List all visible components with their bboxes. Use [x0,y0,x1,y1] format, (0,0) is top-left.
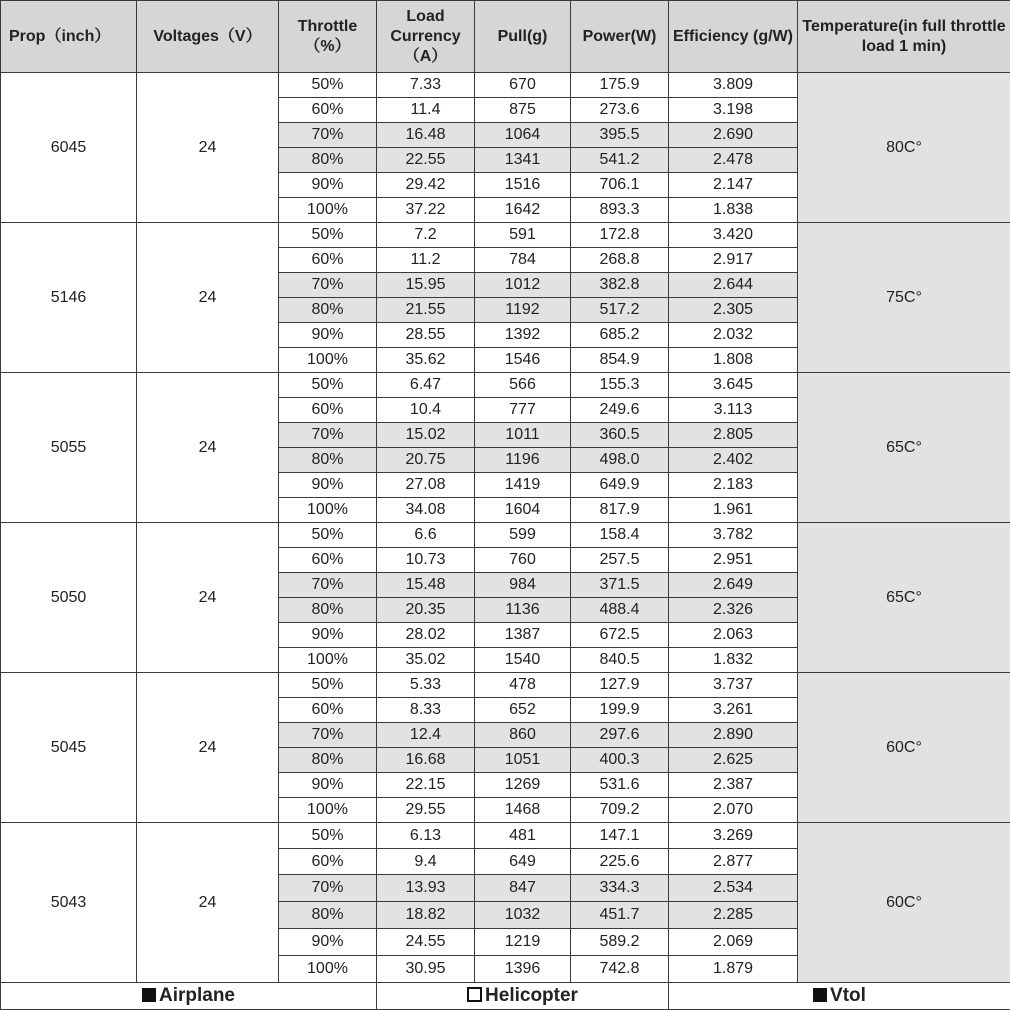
temperature-cell: 75C° [798,223,1010,373]
pull-cell: 1011 [475,423,571,448]
current-cell: 6.47 [377,373,475,398]
throttle-cell: 100% [279,198,377,223]
throttle-cell: 50% [279,373,377,398]
header-efficiency: Efficiency (g/W) [669,1,798,73]
pull-cell: 1546 [475,348,571,373]
pull-cell: 478 [475,673,571,698]
current-cell: 24.55 [377,929,475,956]
current-cell: 28.55 [377,323,475,348]
power-cell: 249.6 [571,398,669,423]
efficiency-cell: 3.113 [669,398,798,423]
pull-cell: 777 [475,398,571,423]
current-cell: 10.4 [377,398,475,423]
power-cell: 742.8 [571,956,669,983]
throttle-cell: 50% [279,73,377,98]
voltage-cell: 24 [137,373,279,523]
power-cell: 334.3 [571,875,669,902]
footer-helicopter-cell [377,983,669,1010]
pull-cell: 1196 [475,448,571,473]
efficiency-cell: 2.877 [669,849,798,875]
power-cell: 498.0 [571,448,669,473]
power-cell: 706.1 [571,173,669,198]
power-cell: 199.9 [571,698,669,723]
footer-vtol-cell [669,983,1010,1010]
power-cell: 382.8 [571,273,669,298]
current-cell: 15.02 [377,423,475,448]
power-cell: 395.5 [571,123,669,148]
power-cell: 854.9 [571,348,669,373]
current-cell: 20.35 [377,598,475,623]
power-cell: 257.5 [571,548,669,573]
power-cell: 268.8 [571,248,669,273]
throttle-cell: 60% [279,98,377,123]
efficiency-cell: 2.387 [669,773,798,798]
footer-airplane-label: Airplane [158,985,236,1006]
efficiency-cell: 2.625 [669,748,798,773]
power-cell: 649.9 [571,473,669,498]
header-power: Power(W) [571,1,669,73]
efficiency-cell: 3.269 [669,823,798,849]
pull-cell: 1032 [475,902,571,929]
pull-cell: 1396 [475,956,571,983]
throttle-cell: 80% [279,148,377,173]
pull-cell: 984 [475,573,571,598]
pull-cell: 784 [475,248,571,273]
pull-cell: 1540 [475,648,571,673]
table-row [1,823,1010,849]
current-cell: 16.48 [377,123,475,148]
temperature-cell: 60C° [798,823,1010,983]
header-prop: Prop（inch） [1,1,137,73]
temperature-cell: 65C° [798,523,1010,673]
current-cell: 35.62 [377,348,475,373]
footer-row [1,983,1010,1010]
throttle-cell: 100% [279,348,377,373]
efficiency-cell: 2.644 [669,273,798,298]
current-cell: 22.55 [377,148,475,173]
current-cell: 20.75 [377,448,475,473]
power-cell: 273.6 [571,98,669,123]
efficiency-cell: 3.261 [669,698,798,723]
current-cell: 15.48 [377,573,475,598]
power-cell: 672.5 [571,623,669,648]
throttle-cell: 70% [279,123,377,148]
pull-cell: 649 [475,849,571,875]
checkbox-checked-icon [813,988,827,1002]
prop-cell: 5045 [1,673,137,823]
efficiency-cell: 1.879 [669,956,798,983]
pull-cell: 1051 [475,748,571,773]
current-cell: 11.2 [377,248,475,273]
header-temperature: Temperature(in full throttle load 1 min) [798,1,1010,73]
efficiency-cell: 2.402 [669,448,798,473]
pull-cell: 1192 [475,298,571,323]
pull-cell: 875 [475,98,571,123]
throttle-cell: 90% [279,473,377,498]
current-cell: 5.33 [377,673,475,698]
pull-cell: 1269 [475,773,571,798]
pull-cell: 1392 [475,323,571,348]
prop-cell: 6045 [1,73,137,223]
power-cell: 175.9 [571,73,669,98]
power-cell: 451.7 [571,902,669,929]
efficiency-cell: 2.649 [669,573,798,598]
table-body [1,73,1010,983]
pull-cell: 1419 [475,473,571,498]
table-row [1,223,1010,248]
efficiency-cell: 1.961 [669,498,798,523]
power-cell: 589.2 [571,929,669,956]
efficiency-cell: 2.690 [669,123,798,148]
table-row [1,73,1010,98]
pull-cell: 1341 [475,148,571,173]
efficiency-cell: 2.069 [669,929,798,956]
voltage-cell: 24 [137,223,279,373]
voltage-cell: 24 [137,673,279,823]
pull-cell: 1012 [475,273,571,298]
table-row [1,373,1010,398]
prop-cell: 5146 [1,223,137,373]
efficiency-cell: 2.305 [669,298,798,323]
current-cell: 29.55 [377,798,475,823]
current-cell: 15.95 [377,273,475,298]
efficiency-cell: 3.645 [669,373,798,398]
current-cell: 12.4 [377,723,475,748]
power-cell: 840.5 [571,648,669,673]
power-cell: 172.8 [571,223,669,248]
throttle-cell: 60% [279,698,377,723]
header-row [1,1,1010,73]
current-cell: 9.4 [377,849,475,875]
throttle-cell: 100% [279,498,377,523]
throttle-cell: 50% [279,673,377,698]
power-cell: 155.3 [571,373,669,398]
efficiency-cell: 3.420 [669,223,798,248]
power-cell: 297.6 [571,723,669,748]
checkbox-empty-icon [467,987,482,1002]
efficiency-cell: 2.805 [669,423,798,448]
footer-vtol-label: Vtol [830,985,866,1006]
current-cell: 16.68 [377,748,475,773]
power-cell: 400.3 [571,748,669,773]
prop-cell: 5043 [1,823,137,983]
throttle-cell: 90% [279,323,377,348]
current-cell: 10.73 [377,548,475,573]
prop-cell: 5055 [1,373,137,523]
pull-cell: 670 [475,73,571,98]
header-voltage: Voltages（V） [137,1,279,73]
table-row [1,523,1010,548]
throttle-cell: 60% [279,398,377,423]
power-cell: 541.2 [571,148,669,173]
throttle-cell: 70% [279,875,377,902]
efficiency-cell: 2.147 [669,173,798,198]
throttle-cell: 70% [279,723,377,748]
voltage-cell: 24 [137,823,279,983]
pull-cell: 1387 [475,623,571,648]
current-cell: 8.33 [377,698,475,723]
efficiency-cell: 1.832 [669,648,798,673]
current-cell: 6.6 [377,523,475,548]
pull-cell: 1136 [475,598,571,623]
pull-cell: 652 [475,698,571,723]
voltage-cell: 24 [137,73,279,223]
efficiency-cell: 2.032 [669,323,798,348]
throttle-cell: 100% [279,648,377,673]
pull-cell: 481 [475,823,571,849]
current-cell: 7.2 [377,223,475,248]
current-cell: 27.08 [377,473,475,498]
efficiency-cell: 2.951 [669,548,798,573]
throttle-cell: 80% [279,298,377,323]
pull-cell: 1219 [475,929,571,956]
efficiency-cell: 1.838 [669,198,798,223]
power-cell: 517.2 [571,298,669,323]
efficiency-cell: 2.183 [669,473,798,498]
throttle-cell: 100% [279,956,377,983]
efficiency-cell: 2.063 [669,623,798,648]
current-cell: 7.33 [377,73,475,98]
throttle-cell: 60% [279,849,377,875]
prop-cell: 5050 [1,523,137,673]
power-cell: 158.4 [571,523,669,548]
table-row [1,673,1010,698]
pull-cell: 1468 [475,798,571,823]
throttle-cell: 90% [279,773,377,798]
pull-cell: 847 [475,875,571,902]
throttle-cell: 60% [279,248,377,273]
efficiency-cell: 3.198 [669,98,798,123]
throttle-cell: 90% [279,929,377,956]
pull-cell: 1642 [475,198,571,223]
efficiency-cell: 3.737 [669,673,798,698]
current-cell: 35.02 [377,648,475,673]
header-current: Load Currency（A） [377,1,475,73]
power-cell: 709.2 [571,798,669,823]
pull-cell: 1064 [475,123,571,148]
efficiency-cell: 2.890 [669,723,798,748]
header-throttle: Throttle（%） [279,1,377,73]
pull-cell: 591 [475,223,571,248]
current-cell: 21.55 [377,298,475,323]
power-cell: 488.4 [571,598,669,623]
pull-cell: 760 [475,548,571,573]
throttle-cell: 70% [279,423,377,448]
efficiency-cell: 2.326 [669,598,798,623]
throttle-cell: 80% [279,448,377,473]
power-cell: 893.3 [571,198,669,223]
throttle-cell: 90% [279,623,377,648]
power-cell: 685.2 [571,323,669,348]
power-cell: 127.9 [571,673,669,698]
header-pull: Pull(g) [475,1,571,73]
efficiency-cell: 3.782 [669,523,798,548]
footer-helicopter-label: Helicopter [485,985,578,1006]
pull-cell: 1516 [475,173,571,198]
power-cell: 360.5 [571,423,669,448]
current-cell: 34.08 [377,498,475,523]
current-cell: 29.42 [377,173,475,198]
throttle-cell: 50% [279,223,377,248]
throttle-cell: 90% [279,173,377,198]
efficiency-cell: 2.534 [669,875,798,902]
voltage-cell: 24 [137,523,279,673]
power-cell: 531.6 [571,773,669,798]
efficiency-cell: 2.478 [669,148,798,173]
throttle-cell: 60% [279,548,377,573]
throttle-cell: 100% [279,798,377,823]
current-cell: 18.82 [377,902,475,929]
temperature-cell: 60C° [798,673,1010,823]
pull-cell: 1604 [475,498,571,523]
current-cell: 6.13 [377,823,475,849]
pull-cell: 599 [475,523,571,548]
temperature-cell: 65C° [798,373,1010,523]
current-cell: 22.15 [377,773,475,798]
temperature-cell: 80C° [798,73,1010,223]
throttle-cell: 50% [279,523,377,548]
footer-airplane-cell [1,983,377,1010]
current-cell: 13.93 [377,875,475,902]
checkbox-checked-icon [142,988,156,1002]
throttle-cell: 80% [279,902,377,929]
throttle-cell: 80% [279,598,377,623]
throttle-cell: 70% [279,273,377,298]
throttle-cell: 80% [279,748,377,773]
efficiency-cell: 3.809 [669,73,798,98]
current-cell: 11.4 [377,98,475,123]
power-cell: 225.6 [571,849,669,875]
efficiency-cell: 2.917 [669,248,798,273]
power-cell: 147.1 [571,823,669,849]
throttle-cell: 70% [279,573,377,598]
efficiency-cell: 2.070 [669,798,798,823]
power-cell: 371.5 [571,573,669,598]
throttle-cell: 50% [279,823,377,849]
current-cell: 30.95 [377,956,475,983]
efficiency-cell: 2.285 [669,902,798,929]
current-cell: 28.02 [377,623,475,648]
pull-cell: 566 [475,373,571,398]
power-cell: 817.9 [571,498,669,523]
current-cell: 37.22 [377,198,475,223]
efficiency-cell: 1.808 [669,348,798,373]
pull-cell: 860 [475,723,571,748]
